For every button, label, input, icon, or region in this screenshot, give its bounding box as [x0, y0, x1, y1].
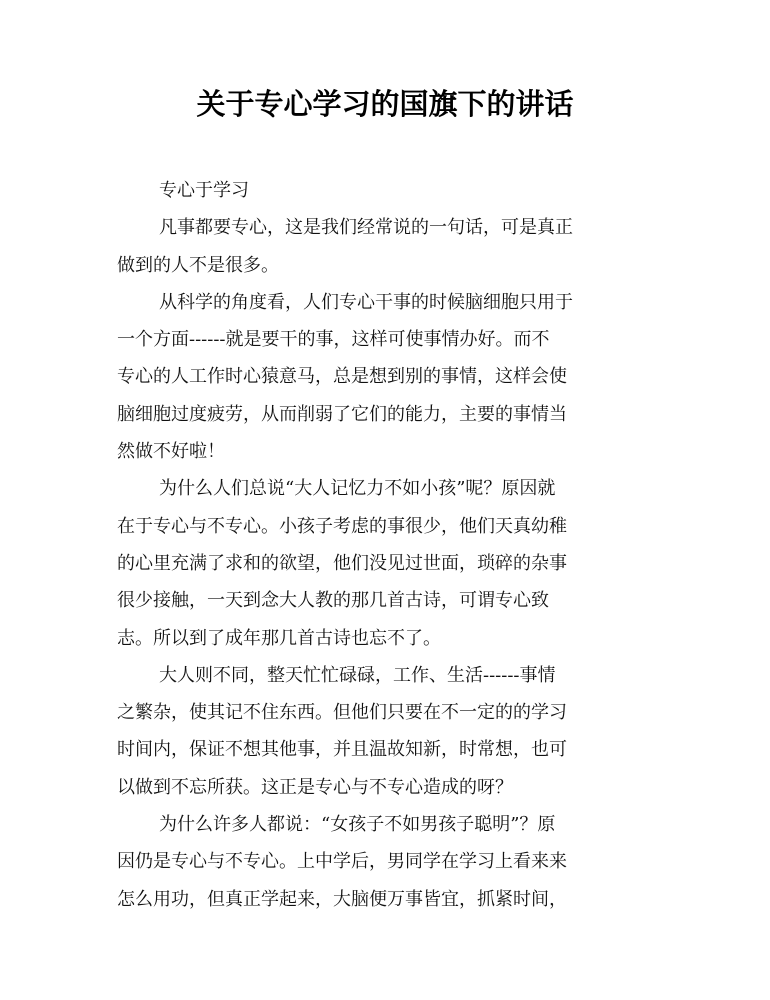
text-line: 志。所以到了成年那几首古诗也忘不了。 [117, 627, 441, 649]
text-line: 凡事都要专心，这是我们经常说的一句话，可是真正 [159, 217, 573, 239]
document-title: 关于专心学习的国旗下的讲话 [196, 87, 574, 121]
text-line: 怎么用功，但真正学起来，大脑便万事皆宜，抓紧时间， [117, 888, 567, 910]
document-body [117, 172, 639, 918]
paragraph [117, 284, 639, 470]
text-line: 然做不好啦！ [117, 441, 225, 463]
text-line: 很少接触，一天到念大人教的那几首古诗，可谓专心致 [117, 590, 549, 612]
text-line: 做到的人不是很多。 [117, 254, 279, 276]
text-line: 专心于学习 [159, 180, 249, 201]
text-line: 之繁杂，使其记不住东西。但他们只要在不一定的的学习 [117, 702, 567, 724]
paragraph [117, 657, 639, 806]
text-line: 为什么人们总说“大人记忆力不如小孩”呢？原因就 [159, 478, 556, 500]
text-line: 脑细胞过度疲劳，从而削弱了它们的能力，主要的事情当 [117, 403, 567, 425]
paragraph [117, 209, 639, 284]
text-line: 在于专心与不专心。小孩子考虑的事很少，他们天真幼稚 [117, 515, 567, 537]
text-line: 专心的人工作时心猿意马，总是想到别的事情，这样会使 [117, 366, 567, 388]
text-line: 大人则不同，整天忙忙碌碌，工作、生活------事情 [159, 664, 556, 686]
text-line: 因仍是专心与不专心。上中学后，男同学在学习上看来来 [117, 851, 567, 873]
paragraph [117, 172, 639, 209]
text-line: 一个方面------就是要干的事，这样可使事情办好。而不 [117, 329, 550, 351]
text-line: 为什么许多人都说：“女孩子不如男孩子聪明”？原 [159, 814, 556, 836]
paragraph [117, 470, 639, 656]
text-line: 时间内，保证不想其他事，并且温故知新，时常想，也可 [117, 739, 567, 761]
paragraph [117, 806, 639, 918]
text-line: 的心里充满了求和的欲望，他们没见过世面，琐碎的杂事 [117, 552, 567, 574]
text-line: 从科学的角度看，人们专心干事的时候脑细胞只用于 [159, 291, 573, 313]
text-line: 以做到不忘所获。这正是专心与不专心造成的呀？ [117, 776, 513, 798]
